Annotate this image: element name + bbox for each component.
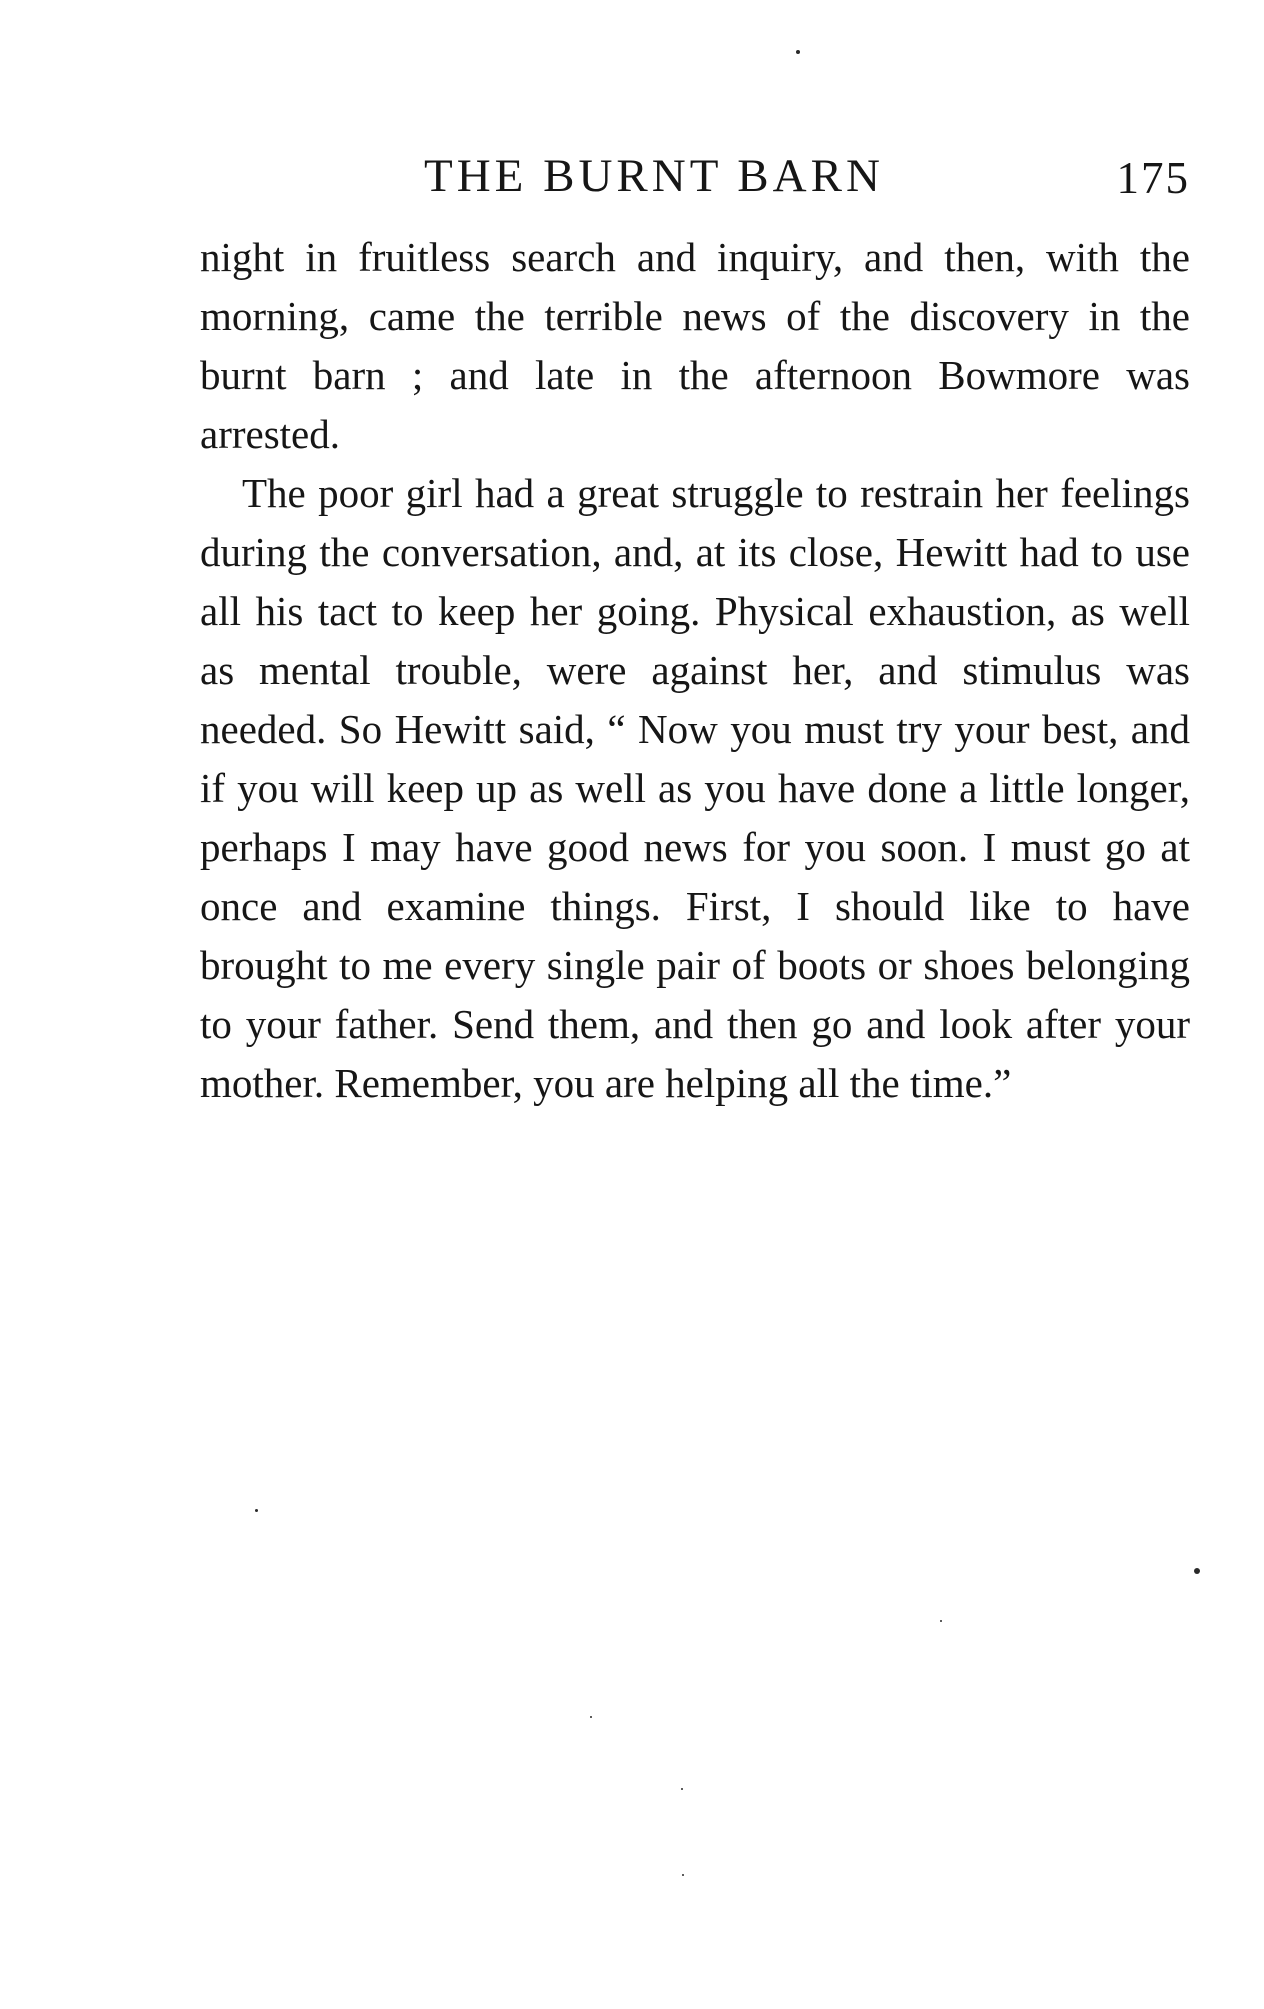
scan-speck <box>796 50 800 54</box>
scan-speck <box>255 1509 258 1512</box>
running-title: THE BURNT BARN <box>424 150 884 202</box>
paragraph: The poor girl had a great struggle to restrain her feelings during the conversation, and, at its close, Hewitt had to use all his tact to keep her going. Physical exhaustion, as well as mental trouble, were against her, and stimulus was needed. So Hewitt said, “ Now you must try your best, and if you will keep up as well as you have done a little longer, perhaps I may have good news for you soon. I must go at once and examine things. First, I should like to have brought to me every single pair of boots or shoes belonging to your father. Send them, and then go and look after your mother. Remember, you are helping all the time.” <box>200 470 1190 1106</box>
scan-speck <box>940 1620 942 1622</box>
scan-speck <box>590 1716 592 1718</box>
body-text <box>200 228 1190 1113</box>
scan-speck <box>682 1874 684 1876</box>
scan-speck <box>681 1788 683 1790</box>
running-head <box>200 146 1190 206</box>
paragraph-continued: night in fruitless search and inquiry, and then, with the morning, came the terrible news of the discovery in the burnt barn ; and late in the afternoon Bowmore was arrested. <box>200 234 1190 457</box>
page-number: 175 <box>1116 153 1190 203</box>
scan-speck <box>1194 1568 1200 1574</box>
